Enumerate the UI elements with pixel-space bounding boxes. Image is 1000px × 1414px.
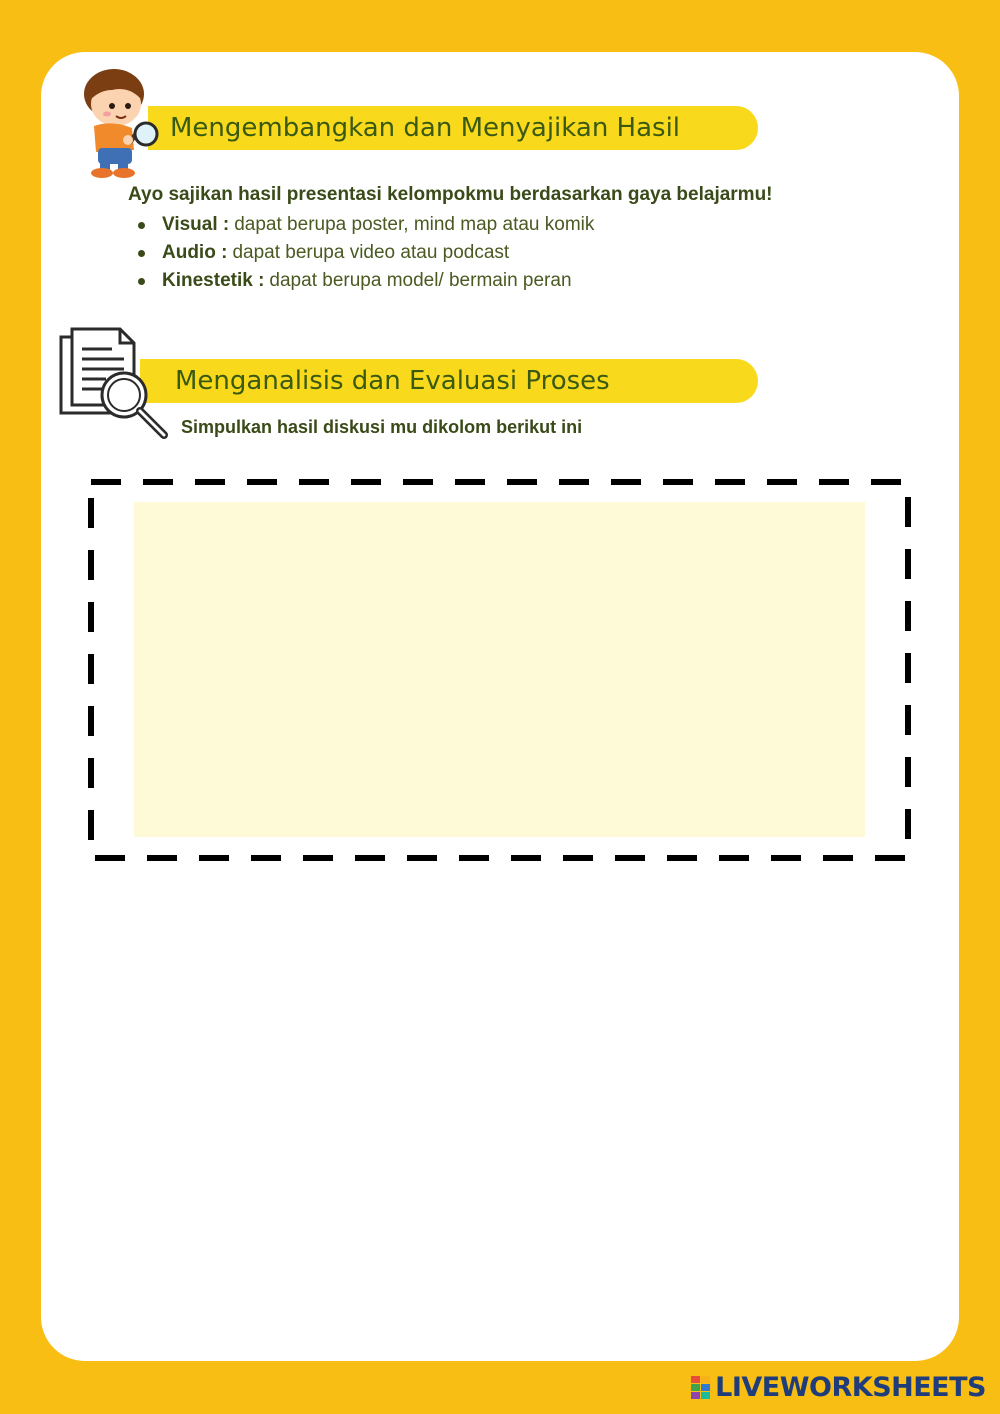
section2-banner xyxy=(140,359,758,403)
brand-name: LIVEWORKSHEETS xyxy=(715,1372,986,1403)
list-item-kinestetik xyxy=(138,267,594,295)
section2-title: Menganalisis dan Evaluasi Proses xyxy=(175,366,610,396)
item-term: Kinestetik : xyxy=(162,270,265,291)
item-term: Visual : xyxy=(162,214,230,235)
bullet-icon xyxy=(138,222,145,229)
answer-input-box[interactable] xyxy=(134,502,865,837)
item-term: Audio : xyxy=(162,242,228,263)
kid-with-magnifier-icon xyxy=(72,68,164,180)
list-item-visual xyxy=(138,211,594,239)
item-text: dapat berupa poster, mind map atau komik xyxy=(234,214,595,235)
section1-intro: Ayo sajikan hasil presentasi kelompokmu berdasarkan gaya belajarmu! xyxy=(128,184,773,205)
section2-subtitle: Simpulkan hasil diskusi mu dikolom berikut ini xyxy=(181,417,583,437)
bullet-icon xyxy=(138,278,145,285)
liveworksheets-logo-icon xyxy=(691,1374,711,1402)
bullet-icon xyxy=(138,250,145,257)
item-text: dapat berupa model/ bermain peran xyxy=(269,270,572,291)
item-text: dapat berupa video atau podcast xyxy=(232,242,510,263)
section1-title: Mengembangkan dan Menyajikan Hasil xyxy=(170,113,681,143)
section1-banner xyxy=(148,106,758,150)
list-item-audio xyxy=(138,239,594,267)
liveworksheets-brand xyxy=(691,1372,986,1403)
learning-style-list xyxy=(138,211,594,295)
document-magnifier-icon xyxy=(58,325,173,443)
